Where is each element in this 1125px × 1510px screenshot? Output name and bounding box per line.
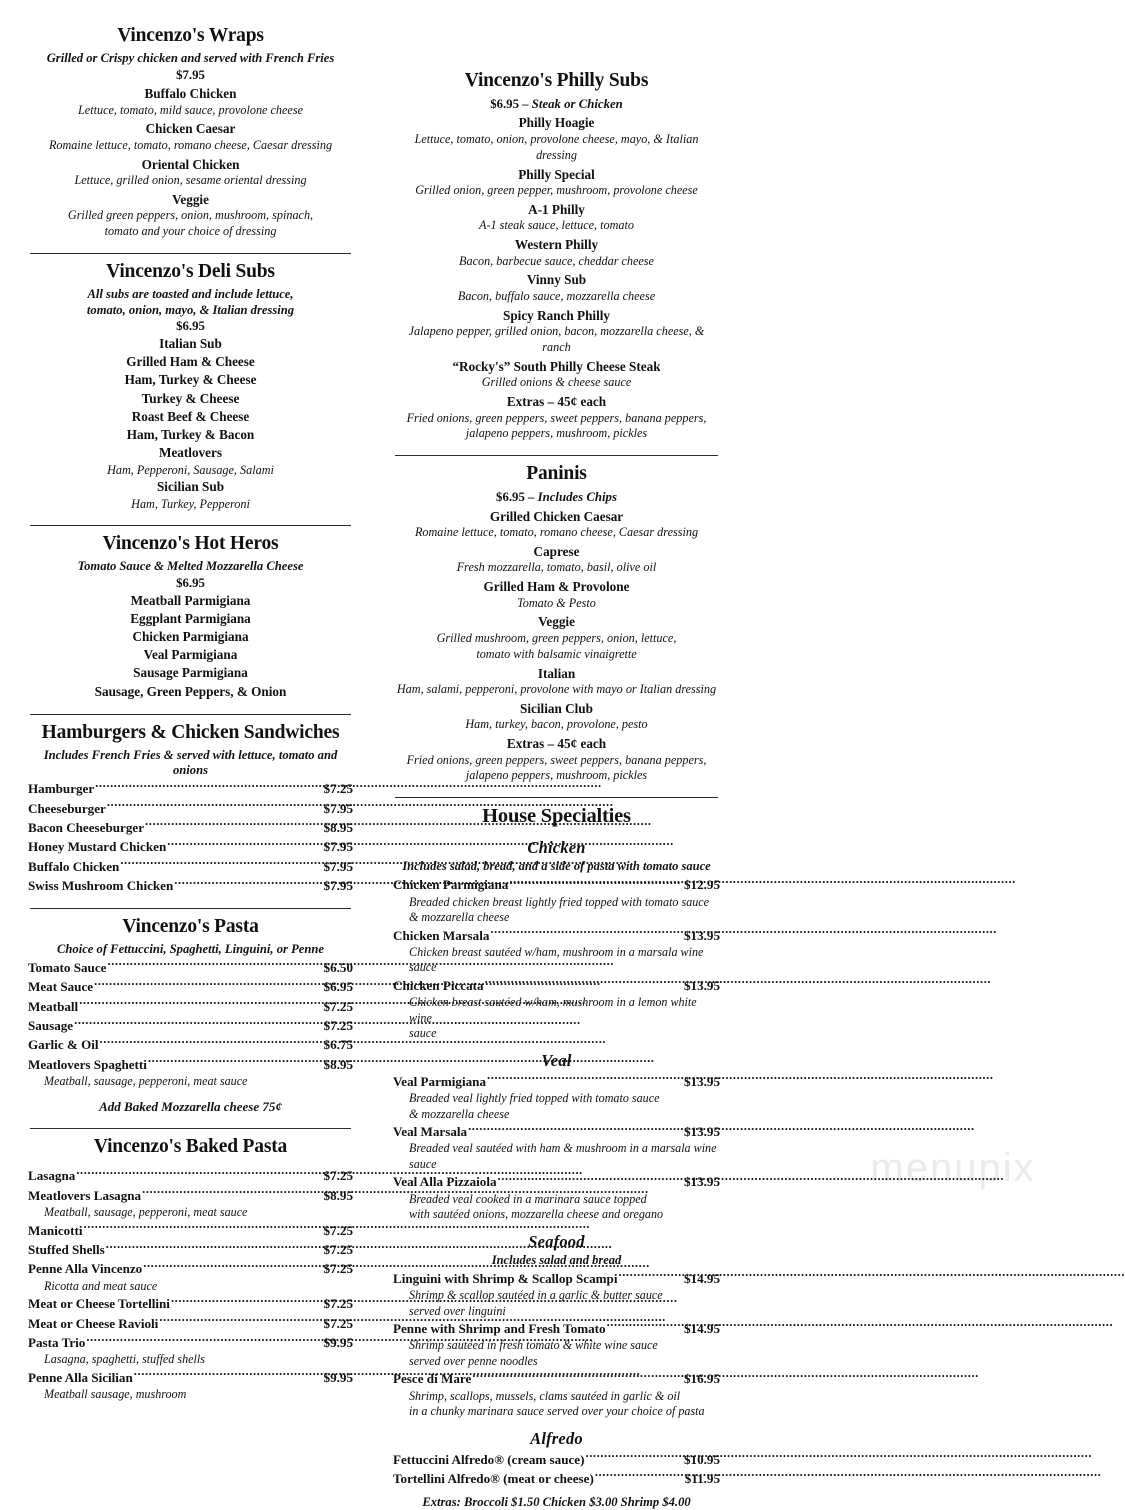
item-name: Buffalo Chicken [28,858,120,874]
menu-item [28,85,353,118]
item-description: Tomato & Pesto [517,595,596,610]
item-name: Sicilian Sub [156,479,225,495]
item-description: Breaded veal lightly fried topped with tomato sauce & mozzarella cheese [409,1091,660,1121]
item-name: Vinny Sub [526,272,587,288]
item-name: Fettuccini Alfredo® (cream sauce) [393,1451,585,1467]
item-description: Meatball, sausage, pepperoni, meat sauce [44,1205,248,1220]
menu-item [28,444,353,478]
item-description: Lettuce, grilled onion, sesame oriental dressing [74,173,307,188]
section-title-deli-subs: Vincenzo's Deli Subs [106,261,275,283]
dot-leader [174,877,320,890]
menu-item [28,664,353,682]
item-name: Sausage Parmigiana [133,665,248,681]
subhead-note-chicken: Includes salad, bread, and a side of pasta with tomato sauce [402,859,711,874]
right-column [375,0,1036,1510]
dot-leader [145,819,321,832]
item-name: Veal Marsala [393,1124,468,1140]
item-list-hot-heros [28,592,353,701]
dot-leader [490,927,681,940]
menu-item [393,1369,720,1419]
item-name: Sicilian Club [520,700,593,716]
menu-item [28,683,353,701]
menu-item [393,1269,720,1319]
menu-item [393,1319,720,1369]
menu-item [28,1055,353,1090]
item-price: $7.25 [323,1242,353,1258]
dot-leader [618,1270,681,1283]
item-price: $6.75 [323,1037,353,1053]
item-name: Extras – 45¢ each [506,394,607,410]
item-name: Linguini with Shrimp & Scallop Scampi [393,1270,618,1286]
item-description: Fresh mozzarella, tomato, basil, olive oil [456,560,657,575]
dot-leader [485,977,681,990]
item-name: Extras – 45¢ each [506,736,607,752]
item-price: $7.95 [323,800,353,816]
menu-item [28,1368,353,1403]
item-name: Tortellini Alfredo® (meat or cheese) [393,1470,594,1486]
item-description: Shrimp, scallops, mussels, clams sautéed in garlic & oil in a chunky marinara sauce served over your choice of pasta [409,1388,705,1419]
menu-item [393,735,720,784]
menu-item [393,1122,720,1172]
menu-item [28,335,353,353]
section-subtitle-pasta: Choice of Fettuccini, Spaghetti, Linguini, or Penne [57,942,324,957]
priced-row [393,1072,720,1091]
dot-leader [472,1370,681,1383]
dot-leader [100,1036,321,1049]
priced-row [28,1055,353,1074]
item-description: Bacon, buffalo sauce, mozzarella cheese [457,288,656,303]
dot-leader [106,1241,321,1254]
menu-item [393,166,720,199]
menu-item [393,114,720,163]
item-name: Eggplant Parmigiana [130,610,251,626]
section-baked-pasta [28,1135,353,1403]
subhead-chicken: Chicken [527,838,586,858]
priced-list-alfredo [393,1450,720,1489]
item-name: Chicken Piccata [393,977,484,993]
item-description: Lettuce, tomato, mild sauce, provolone cheese [78,102,303,117]
item-price: $7.95 [323,878,353,894]
item-name: Ham, Turkey & Bacon [126,427,255,443]
menu-item [393,976,720,1042]
menu-item [28,390,353,408]
item-name: Oriental Chicken [141,156,240,172]
menu-item [28,371,353,389]
item-price: $6.50 [323,959,353,975]
menu-item [393,201,720,234]
item-name: Ham, Turkey & Cheese [124,372,257,388]
menu-item [28,478,353,512]
menu-item [393,700,720,733]
menu-item [393,1072,720,1122]
dot-leader [167,838,320,851]
item-price: $7.25 [323,1296,353,1312]
section-title-wraps: Vincenzo's Wraps [117,25,264,46]
menu-item [28,426,353,444]
menu-item [28,191,353,240]
section-price-wraps: $7.95 [176,67,205,82]
item-description: Grilled onion, green pepper, mushroom, provolone cheese [415,182,698,197]
menu-item [28,610,353,628]
item-description: Grilled onions & cheese sauce [481,375,632,390]
priced-row [393,1469,720,1488]
item-price: $6.95 [323,979,353,995]
section-price-paninis [393,489,720,506]
section-price-hot-heros: $6.95 [176,575,205,590]
section-subtitle-hamburgers: Includes French Fries & served with lettuce, tomato and onions [43,747,338,778]
item-name: Stuffed Shells [28,1242,105,1258]
item-name: Chicken Caesar [145,121,236,137]
menu-item [393,1469,720,1488]
item-name: Buffalo Chicken [144,86,237,102]
item-name: Roast Beef & Cheese [131,408,250,424]
menu-item [393,271,720,304]
priced-list-hamburgers [28,779,353,895]
dot-leader [143,1260,320,1273]
item-name: “Rocky's” South Philly Cheese Steak [452,358,661,374]
item-description: Lettuce, tomato, onion, provolone cheese, mayo, & Italian dressing [414,131,699,162]
menu-item [28,408,353,426]
menu-item [28,353,353,371]
dot-leader [585,1451,681,1464]
item-name: Sausage, Green Peppers, & Onion [94,683,287,699]
section-paninis [393,462,720,784]
item-price: $13.95 [683,977,720,993]
item-name: Meatball Parmigiana [130,592,251,608]
item-price: $8.95 [323,1056,353,1072]
item-price: $12.95 [683,877,720,893]
item-description: Fried onions, green peppers, sweet peppers, banana peppers, jalapeno peppers, mushroom, pickles [406,410,707,441]
item-description: Lasagna, spaghetti, stuffed shells [44,1352,205,1367]
menu-item [393,578,720,611]
item-price: $7.25 [323,1168,353,1184]
item-name: Philly Special [518,166,595,182]
menu-item [393,875,720,925]
item-description: Ham, salami, pepperoni, provolone with mayo or Italian dressing [396,682,717,697]
item-name: Italian Sub [159,336,222,351]
dot-leader [159,1315,320,1328]
item-description: Chicken breast sautéed w/ham, mushroom in a marsala wine sauce [409,945,704,975]
priced-row [393,1369,720,1388]
section-deli-subs [28,260,353,512]
priced-row [28,1186,353,1205]
menu-item [393,665,720,698]
item-description: Bacon, barbecue sauce, cheddar cheese [459,253,654,268]
divider [30,908,351,909]
dot-leader [84,1222,321,1235]
item-list-philly-subs [393,114,720,442]
item-description: A-1 steak sauce, lettuce, tomato [478,218,634,233]
section-subtitle-deli-subs: All subs are toasted and include lettuce, tomato, onion, mayo, & Italian dressing [86,286,295,317]
section-philly-subs [393,69,720,442]
item-price: $11.95 [684,1470,720,1486]
divider [30,714,351,715]
item-description: Ham, Turkey, Pepperoni [131,496,250,511]
section-subtitle-wraps: Grilled or Crispy chicken and served with French Fries [46,50,335,65]
paninis-price-italic: Includes Chips [537,490,617,505]
subhead-alfredo: Alfredo [530,1428,583,1448]
item-description: Breaded veal sautéed with ham & mushroom in a marsala wine sauce [409,1141,717,1171]
item-name: Honey Mustard Chicken [28,839,167,855]
dot-leader [76,1167,320,1180]
menu-item [393,1172,720,1222]
item-name: Meatlovers Lasagna [28,1187,142,1203]
subhead-seafood: Seafood [528,1231,585,1251]
item-name: Italian [537,665,576,681]
dot-leader [487,1073,681,1086]
menu-item [393,307,720,356]
item-name: Grilled Chicken Caesar [489,508,624,524]
dot-leader [509,876,681,889]
dot-leader [74,1017,320,1030]
priced-row [393,1319,720,1338]
item-price: $14.95 [683,1270,720,1286]
dot-leader [142,1187,320,1200]
section-wraps [28,24,353,240]
item-name: A-1 Philly [528,201,585,217]
menu-item [393,926,720,976]
section-price-deli-subs: $6.95 [176,319,205,334]
priced-row [28,1333,353,1352]
divider [395,455,718,456]
item-name: Sausage [28,1018,74,1034]
item-name: Meat or Cheese Ravioli [28,1315,159,1331]
item-name: Caprese [533,543,580,559]
menu-item [28,876,353,895]
item-price: $14.95 [683,1320,720,1336]
section-title-hamburgers: Hamburgers & Chicken Sandwiches [41,721,340,743]
divider [30,1128,351,1129]
item-name: Chicken Parmigiana [132,629,249,645]
item-price: $7.25 [323,998,353,1014]
item-name: Veggie [538,614,575,630]
section-hot-heros [28,532,353,700]
section-title-philly-subs: Vincenzo's Philly Subs [464,70,649,91]
watermark: menupix [870,1146,1036,1190]
item-price: $9.95 [323,1369,353,1385]
menu-item [28,628,353,646]
item-description: Ham, turkey, bacon, provolone, pesto [465,717,648,732]
item-price: $7.25 [323,1018,353,1034]
item-description: Shrimp sautéed in fresh tomato & white wine sauce served over penne noodles [409,1338,658,1368]
item-description: Meatball, sausage, pepperoni, meat sauce [44,1074,248,1089]
item-description: Fried onions, green peppers, sweet peppers, banana peppers, jalapeno peppers, mushroom, pickles [406,752,707,783]
item-name: Grilled Ham & Provolone [483,579,630,595]
menu-item [28,646,353,664]
item-name: Turkey & Cheese [141,390,240,406]
item-price: $13.95 [683,927,720,943]
item-description: Breaded chicken breast lightly fried topped with tomato sauce & mozzarella cheese [409,894,710,925]
item-name: Penne with Shrimp and Fresh Tomato [393,1320,606,1336]
item-description: Meatball sausage, mushroom [44,1387,187,1402]
item-name: Veal Parmigiana [393,1073,486,1089]
item-name: Meat or Cheese Tortellini [28,1296,170,1312]
item-name: Veal Alla Pizzaiola [393,1174,497,1190]
subhead-note-seafood: Includes salad and bread [491,1252,622,1267]
divider [30,525,351,526]
item-price: $8.95 [323,1187,353,1203]
section-title-house-specialties: House Specialties [482,805,631,828]
dot-leader [607,1320,681,1333]
item-name: Penne Alla Vincenzo [28,1261,143,1277]
menu-item [28,156,353,189]
item-price: $9.95 [323,1335,353,1350]
item-name: Grilled Ham & Cheese [126,354,255,370]
item-name: Cheeseburger [28,800,106,816]
item-list-paninis [393,508,720,785]
priced-list-baked-pasta [28,1166,353,1402]
dot-leader [468,1123,681,1136]
menu-item [28,120,353,153]
item-name: Tomato Sauce [28,959,107,975]
item-price: $7.25 [323,781,353,797]
section-hamburgers [28,721,353,896]
item-price: $7.25 [323,1315,353,1331]
item-list-deli-subs [28,335,353,512]
item-description: Romaine lettuce, tomato, romano cheese, Caesar dressing [414,525,699,540]
item-name: Bacon Cheeseburger [28,819,145,835]
menu-item [393,613,720,662]
item-name: Manicotti [28,1222,83,1238]
priced-list-seafood [393,1269,720,1420]
item-price: $7.25 [323,1222,353,1238]
item-name: Meatlovers Spaghetti [28,1056,147,1072]
item-description: Chicken breast sautéed w/ham, mushroom in a lemon white wine sauce [409,995,697,1041]
menu-item [393,393,720,442]
item-price: $7.25 [323,1261,353,1277]
menu-item [393,543,720,576]
section-price-philly-subs [393,96,720,113]
item-price: $7.95 [323,839,353,855]
item-price: $8.95 [323,819,353,835]
dot-leader [79,998,320,1011]
priced-list-veal [393,1072,720,1223]
priced-row [28,876,353,895]
dot-leader [148,1056,321,1069]
alfredo-extras-note: Extras: Broccoli $1.50 Chicken $3.00 Shrimp $4.00 [422,1495,691,1510]
priced-row [393,976,720,995]
left-column [0,0,375,1402]
item-price: $13.95 [683,1073,720,1089]
item-price: $10.95 [683,1451,720,1467]
item-description: Ham, Pepperoni, Sausage, Salami [107,462,274,477]
priced-row [393,1122,720,1141]
item-price: $13.95 [683,1124,720,1140]
item-price: $7.95 [323,858,353,874]
item-name: Veal Parmigiana [143,647,238,663]
item-name: Pesce di Mare [393,1371,472,1387]
item-name: Swiss Mushroom Chicken [28,878,174,894]
dot-leader [107,959,320,972]
item-description: Ricotta and meat sauce [44,1278,158,1293]
philly-price-prefix: $6.95 – [490,96,532,111]
menu-item [393,358,720,391]
pasta-add-note: Add Baked Mozzarella cheese 75¢ [99,1098,282,1114]
item-name: Western Philly [514,237,599,253]
item-name: Meat Sauce [28,979,94,995]
item-name: Chicken Parmigiana [393,877,509,893]
priced-list-chicken [393,875,720,1041]
item-description: Grilled green peppers, onion, mushroom, spinach, tomato and your choice of dressing [67,208,314,239]
priced-row [393,1172,720,1191]
paninis-price-prefix: $6.95 – [496,490,538,505]
menu-item [393,236,720,269]
section-title-paninis: Paninis [526,463,587,485]
dot-leader [171,1295,321,1308]
item-name: Spicy Ranch Philly [503,307,610,323]
dot-leader [120,858,320,871]
item-description: Shrimp & scallop sautéed in a garlic & butter sauce served over linguini [409,1288,663,1318]
dot-leader [498,1173,681,1186]
divider [395,797,718,798]
priced-row [393,1269,720,1288]
priced-row [393,875,720,894]
item-list-wraps [28,85,353,240]
priced-list-pasta [28,958,353,1090]
item-name: Lasagna [28,1168,76,1184]
section-subtitle-hot-heros: Tomato Sauce & Melted Mozzarella Cheese [77,559,304,574]
section-title-hot-heros: Vincenzo's Hot Heros [102,533,279,555]
section-pasta [28,915,353,1114]
item-name: Philly Hoagie [518,115,595,131]
item-price: $16.95 [683,1371,720,1387]
item-description: Jalapeno pepper, grilled onion, bacon, mozzarella cheese, & ranch [408,324,705,354]
item-description: Romaine lettuce, tomato, romano cheese, Caesar dressing [48,137,333,152]
priced-row [28,1259,353,1278]
item-name: Penne Alla Sicilian [28,1369,133,1385]
priced-row [393,926,720,945]
divider [30,253,351,254]
dot-leader [94,978,320,991]
item-price: $13.95 [683,1174,720,1190]
item-description: Breaded veal cooked in a marinara sauce topped with sautéed onions, mozzarella cheese and oregano [409,1191,664,1222]
item-name: Hamburger [28,781,95,797]
menu-item [393,508,720,541]
dot-leader [86,1334,320,1347]
section-house-specialties [393,804,720,1510]
priced-row [28,1368,353,1387]
section-title-baked-pasta: Vincenzo's Baked Pasta [93,1135,288,1157]
item-name: Meatlovers [159,445,222,461]
item-name: Garlic & Oil [28,1037,99,1053]
philly-price-italic: Steak or Chicken [531,96,623,111]
dot-leader [134,1369,321,1382]
item-name: Veggie [172,191,209,207]
section-title-pasta: Vincenzo's Pasta [122,916,259,938]
dot-leader [95,780,320,793]
item-name: Chicken Marsala [393,927,490,943]
subhead-veal: Veal [541,1050,572,1070]
item-description: Grilled mushroom, green peppers, onion, lettuce, tomato with balsamic vinaigrette [436,630,677,661]
item-name: Pasta Trio [28,1335,86,1350]
menu-item [28,592,353,610]
dot-leader [107,799,321,812]
item-name: Meatball [28,998,79,1014]
dot-leader [595,1470,682,1483]
